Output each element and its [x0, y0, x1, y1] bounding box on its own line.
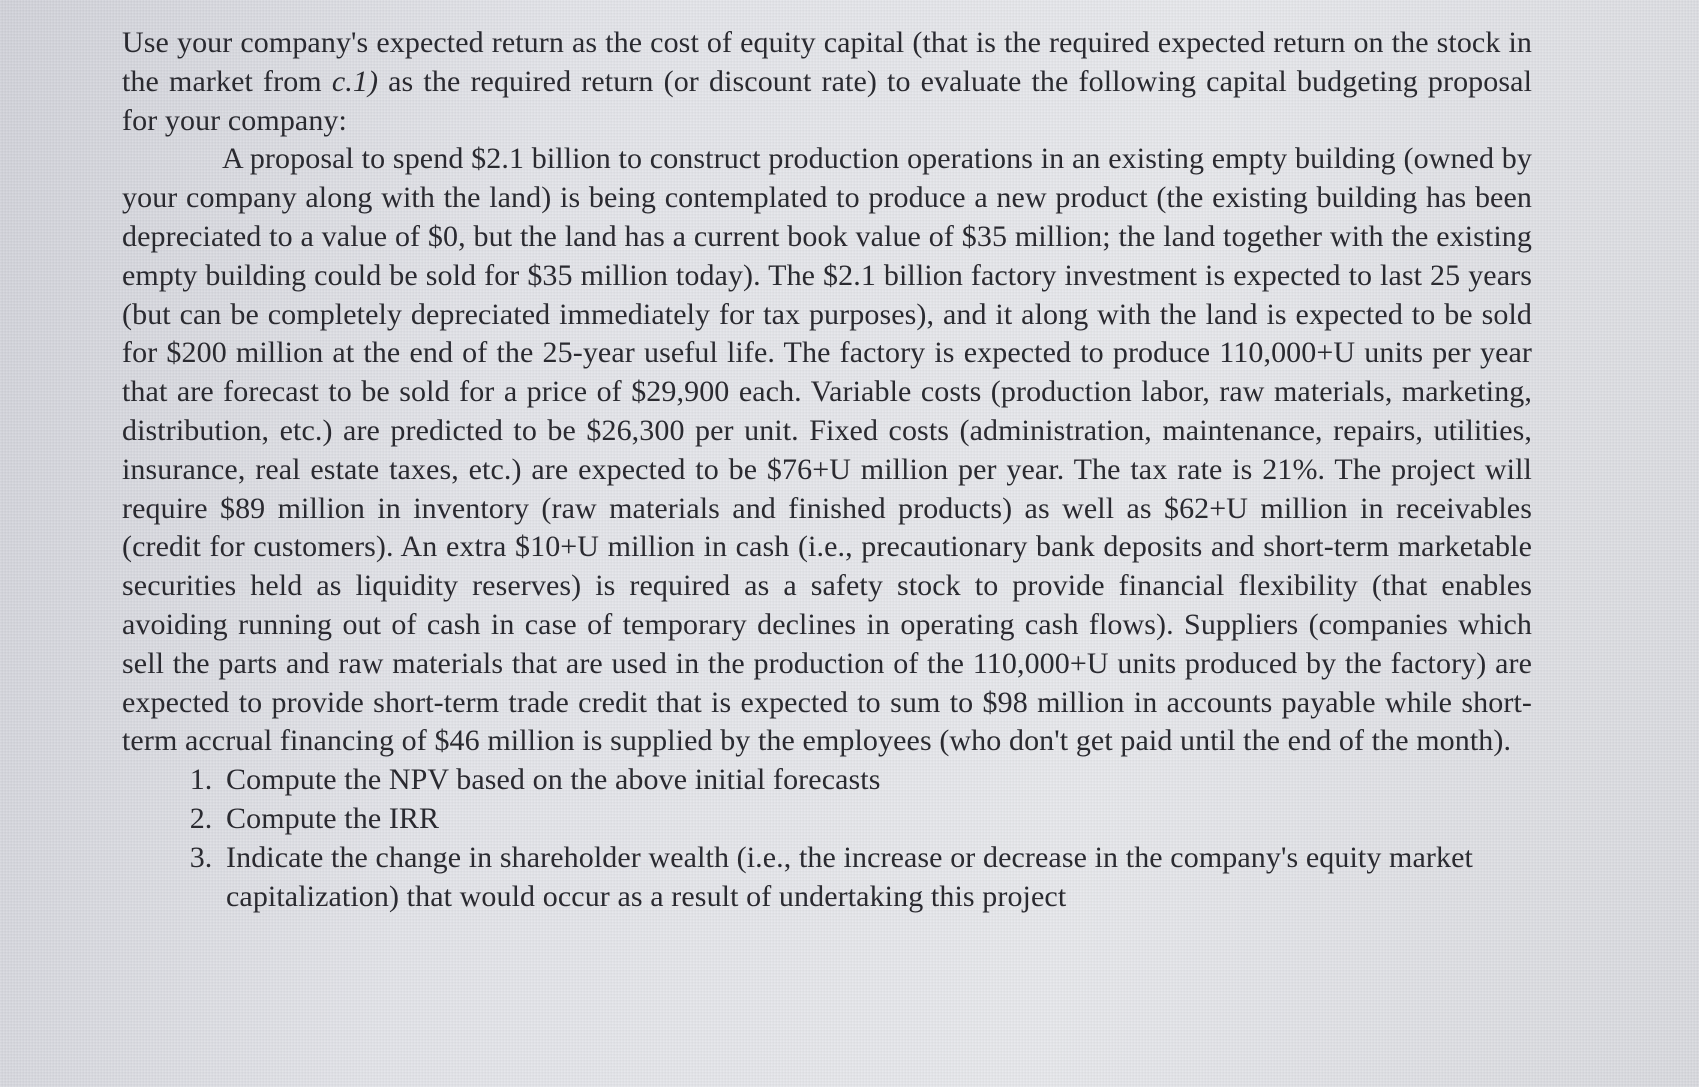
question-item-shareholder-wealth: 3. Indicate the change in shareholder wealth (i.e., the increase or decrease in the company's equity market capitalization) that would occur as a result of undertaking this project: [220, 839, 1532, 917]
intro-paragraph: [122, 24, 1532, 140]
question-item-irr: 2. Compute the IRR: [220, 800, 1532, 839]
section-reference: c.1): [331, 64, 379, 98]
question-item-npv: 1. Compute the NPV based on the above initial forecasts: [220, 761, 1532, 800]
question-list: [122, 761, 1532, 916]
assignment-text: [122, 24, 1532, 916]
intro-text-end: as the required return (or discount rate) to evaluate the following capital budgeting proposal for your company:: [122, 64, 1532, 137]
intro-text-start: Use your company's expected return as the cost of equity capital (that is the required expected return on the stock in the market from: [122, 26, 1532, 98]
proposal-paragraph: A proposal to spend $2.1 billion to construct production operations in an existing empty building (owned by your company along with the land) is being contemplated to produce a new product (the existing building has been depreciated to a value of $0, but the land has a current book value of $35 million; the land together with the existing empty building could be sold for $35 million today). The $2.1 billion factory investment is expected to last 25 years (but can be completely depreciated immediately for tax purposes), and it along with the land is expected to be sold for $200 million at the end of the 25-year useful life. The factory is expected to produce 110,000+U units per year that are forecast to be sold for a price of $29,900 each. Variable costs (production labor, raw materials, marketing, distribution, etc.) are predicted to be $26,300 per unit. Fixed costs (administration, maintenance, repairs, utilities, insurance, real estate taxes, etc.) are expected to be $76+U million per year. The tax rate is 21%. The project will require $89 million in inventory (raw materials and finished products) as well as $62+U million in receivables (credit for customers). An extra $10+U million in cash (i.e., precautionary bank deposits and short-term marketable securities held as liquidity reserves) is required as a safety stock to provide financial flexibility (that enables avoiding running out of cash in case of temporary declines in operating cash flows). Suppliers (companies which sell the parts and raw materials that are used in the production of the 110,000+U units produced by the factory) are expected to provide short-term trade credit that is expected to sum to $98 million in accounts payable while short-term accrual financing of $46 million is supplied by the employees (who don't get paid until the end of the month).: [122, 142, 1532, 758]
